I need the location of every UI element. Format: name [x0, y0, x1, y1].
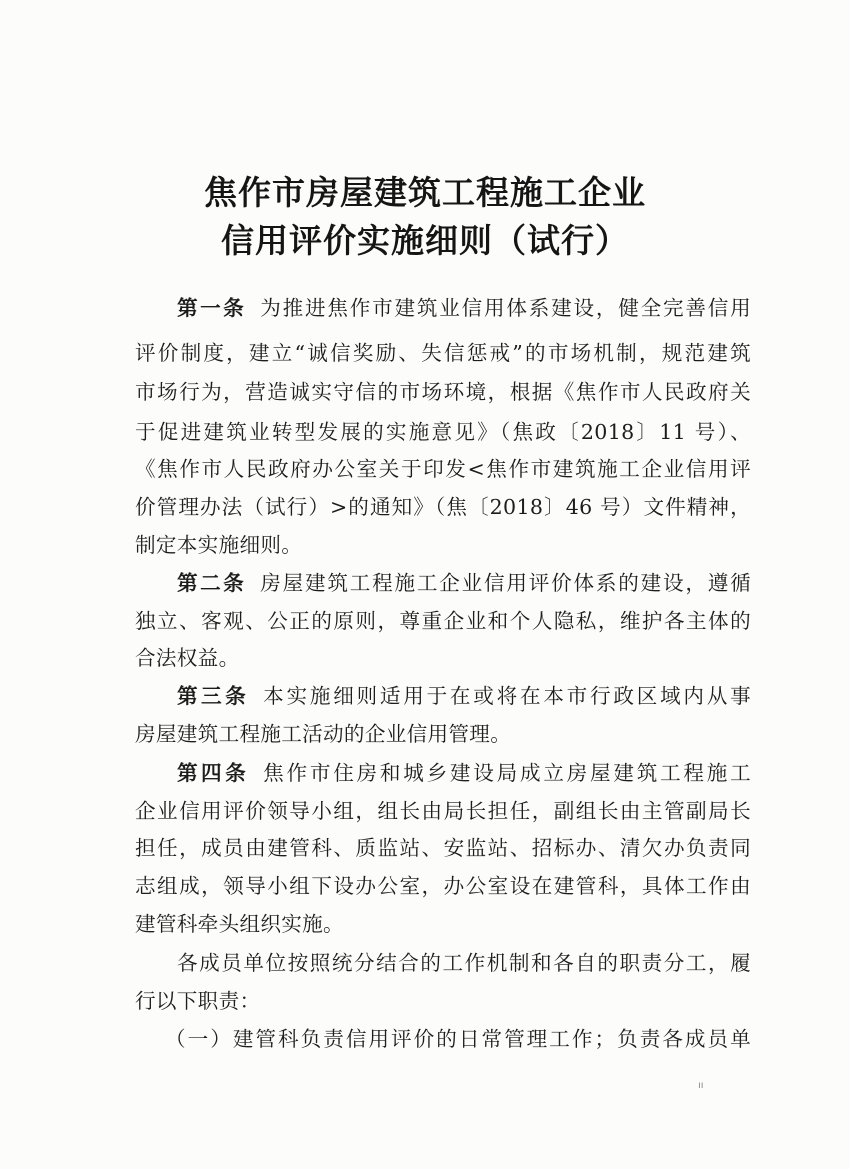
article-2-text-1: 房屋建筑工程施工企业信用评价体系的建设，遵循 [260, 571, 751, 595]
article-1-line-1 [177, 291, 751, 321]
article-4-heading: 第四条 [177, 761, 250, 785]
article-2-line-3: 合法权益。 [135, 646, 240, 670]
article-1-text-1: 为推进焦作市建筑业信用体系建设，健全完善信用 [260, 296, 751, 320]
article-4-line-5: 建管科牵头组织实施。 [135, 912, 344, 936]
article-1-heading: 第一条 [177, 296, 247, 320]
article-1-line-3: 市场行为，营造诚实守信的市场环境，根据《焦作市人民政府关 [135, 380, 751, 404]
article-3-line-1 [177, 679, 751, 709]
article-4-line-1 [177, 756, 751, 786]
article-3-text-1: 本实施细则适用于在或将在本市行政区域内从事 [263, 684, 751, 708]
article-2-heading: 第二条 [177, 571, 247, 595]
members-line-2: 行以下职责： [135, 989, 261, 1013]
article-3-heading: 第三条 [177, 684, 250, 708]
article-4-line-4: 志组成，领导小组下设办公室，办公室设在建管科，具体工作由 [135, 874, 751, 898]
article-4-line-2: 企业信用评价领导小组，组长由局长担任，副组长由主管副局长 [135, 799, 751, 823]
article-1-line-7: 制定本实施细则。 [135, 533, 303, 557]
article-1-line-5: 《焦作市人民政府办公室关于印发<焦作市建筑施工企业信用评 [135, 457, 751, 481]
article-1-line-4: 于促进建筑业转型发展的实施意见》（焦政〔2018〕11 号）、 [135, 420, 751, 444]
article-1-line-2: 评价制度，建立“诚信奖励、失信惩戒”的市场机制，规范建筑 [135, 341, 751, 365]
document-title-line-2: 信用评价实施细则（试行） [221, 221, 629, 260]
article-2-line-1 [177, 566, 751, 596]
article-4-text-1: 焦作市住房和城乡建设局成立房屋建筑工程施工 [263, 761, 751, 785]
article-4-line-3: 担任，成员由建管科、质监站、安监站、招标办、清欠办负责同 [135, 836, 751, 860]
corner-mark: ıı [698, 1080, 704, 1091]
item-1-line-1: （一）建管科负责信用评价的日常管理工作；负责各成员单 [165, 1027, 751, 1051]
article-1-line-6: 价管理办法（试行）>的通知》（焦〔2018〕46 号）文件精神， [135, 495, 751, 519]
article-3-line-2: 房屋建筑工程施工活动的企业信用管理。 [135, 722, 512, 746]
article-2-line-2: 独立、客观、公正的原则，尊重企业和个人隐私，维护各主体的 [135, 609, 751, 633]
members-line-1: 各成员单位按照统分结合的工作机制和各自的职责分工，履 [177, 951, 751, 975]
document-title-line-1: 焦作市房屋建筑工程施工企业 [204, 173, 646, 212]
